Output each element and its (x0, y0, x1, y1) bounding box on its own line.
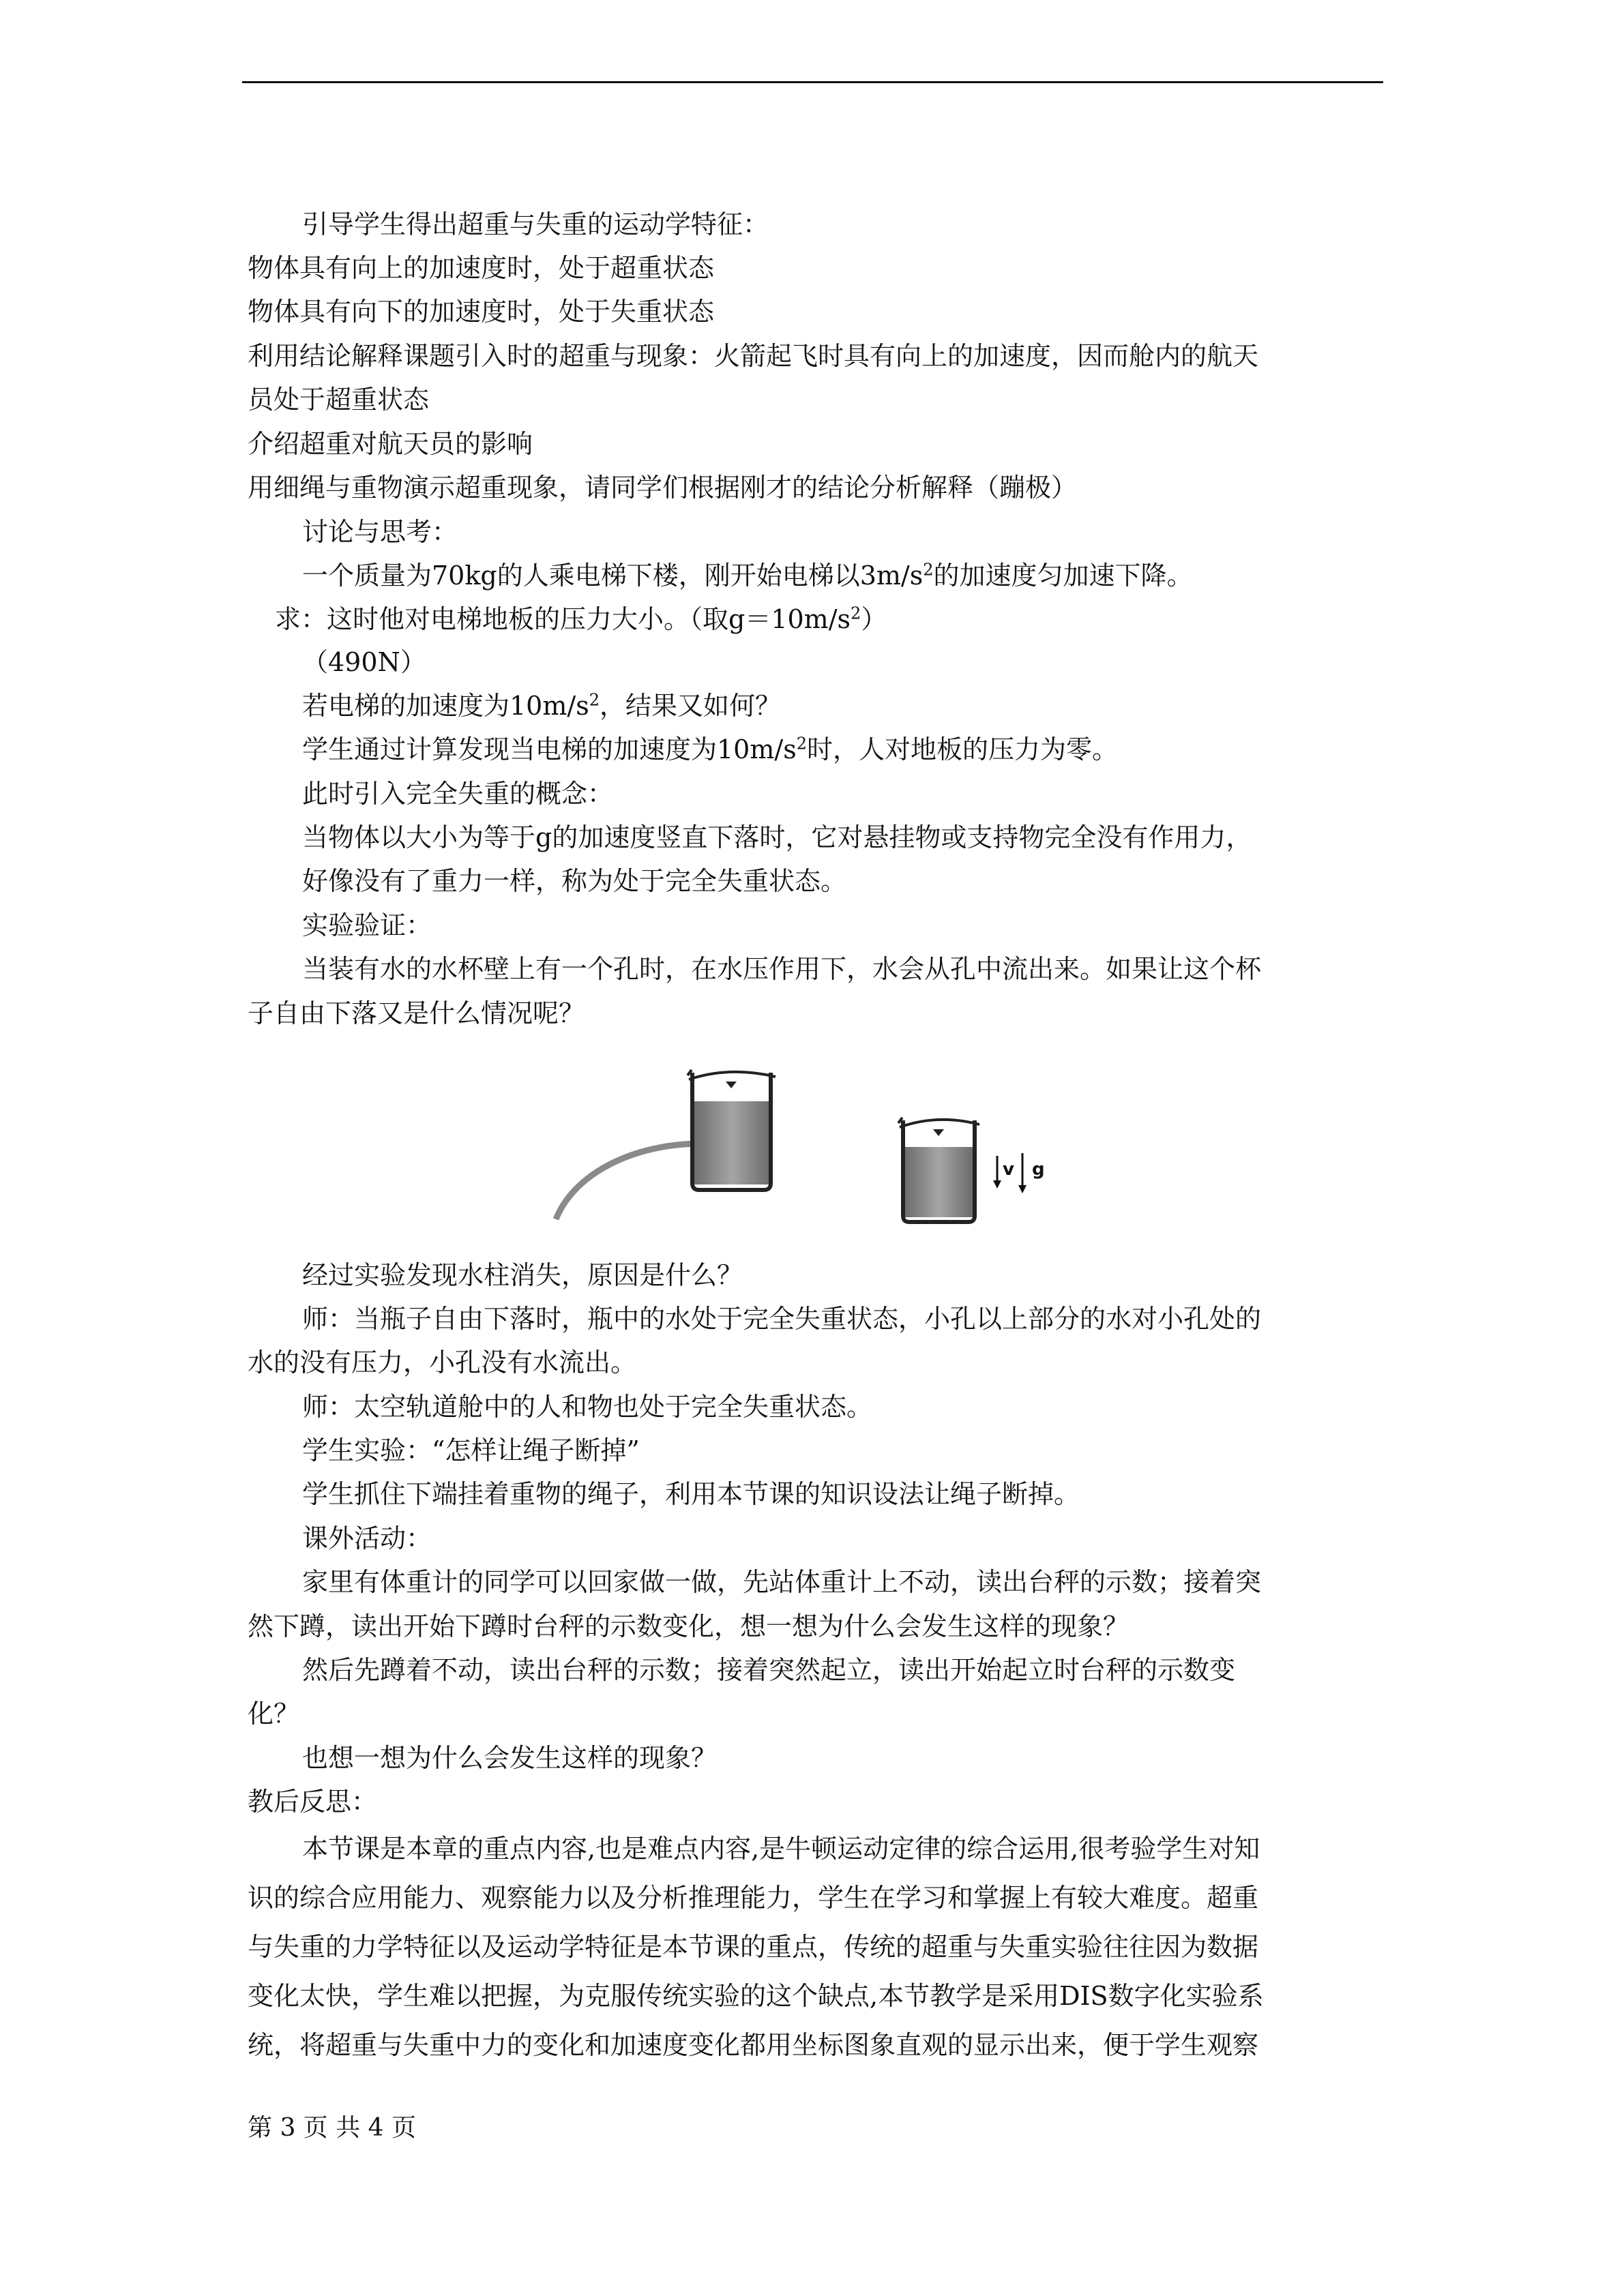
text-span: 求：这时他对电梯地板的压力大小。（取g＝10m/s (275, 604, 851, 634)
text-line: 物体具有向上的加速度时，处于超重状态 (248, 253, 715, 283)
text-line: 利用结论解释课题引入时的超重与现象：火箭起飞时具有向上的加速度，因而舱内的航天 (248, 341, 1259, 371)
text-line: 讨论与思考： (302, 517, 458, 547)
text-span: ） (861, 604, 887, 634)
text-line: 教后反思： (248, 1787, 378, 1817)
text-line: 然后先蹲着不动，读出台秤的示数；接着突然起立，读出开始起立时台秤的示数变 (302, 1655, 1236, 1685)
text-line (302, 689, 781, 722)
header-rule (242, 81, 1383, 83)
gravity-arrow (1018, 1153, 1027, 1193)
text-span: 学生通过计算发现当电梯的加速度为10m/s (302, 734, 797, 764)
text-line: 水的没有压力，小孔没有水流出。 (248, 1347, 637, 1377)
text-line (302, 733, 1118, 766)
text-line: 化？ (248, 1699, 300, 1729)
text-line: 此时引入完全失重的概念： (302, 779, 614, 809)
beaker-figure (546, 1060, 1091, 1234)
text-line: 物体具有向下的加速度时，处于失重状态 (248, 297, 715, 327)
beaker-leaking (688, 1070, 776, 1190)
text-line: 介绍超重对航天员的影响 (248, 429, 533, 459)
text-line: 也想一想为什么会发生这样的现象？ (302, 1743, 718, 1773)
superscript: 2 (796, 734, 807, 754)
gravity-label: g (1032, 1159, 1045, 1180)
text-line: 变化太快，学生难以把握，为克服传统实验的这个缺点,本节教学是采用DIS数字化实验系 (248, 1981, 1264, 2011)
text-line: 然下蹲，读出开始下蹲时台秤的示数变化，想一想为什么会发生这样的现象？ (248, 1611, 1130, 1641)
velocity-arrow (993, 1156, 1001, 1189)
text-line: 师：当瓶子自由下落时，瓶中的水处于完全失重状态，小孔以上部分的水对小孔处的 (302, 1304, 1262, 1334)
text-line: 课外活动： (302, 1523, 432, 1553)
text-line: 与失重的力学特征以及运动学特征是本节课的重点，传统的超重与失重实验往往因为数据 (248, 1932, 1259, 1962)
text-line: 好像没有了重力一样，称为处于完全失重状态。 (302, 866, 847, 896)
water-jet (556, 1144, 696, 1219)
superscript: 2 (589, 690, 600, 710)
text-line: 实验验证： (302, 910, 432, 940)
text-line: 本节课是本章的重点内容,也是难点内容,是牛顿运动定律的综合运用,很考验学生对知 (302, 1834, 1260, 1864)
text-line: 学生抓住下端挂着重物的绳子，利用本节课的知识设法让绳子断掉。 (302, 1479, 1080, 1509)
text-line: 家里有体重计的同学可以回家做一做，先站体重计上不动，读出台秤的示数；接着突 (302, 1567, 1262, 1597)
superscript: 2 (923, 560, 934, 580)
text-span: ，结果又如何？ (599, 691, 781, 721)
text-line: 用细绳与重物演示超重现象，请同学们根据刚才的结论分析解释（蹦极） (248, 473, 1078, 503)
text-line (275, 603, 887, 636)
text-line: 引导学生得出超重与失重的运动学特征： (302, 209, 769, 239)
text-span: 一个质量为70kg的人乘电梯下楼，刚开始电梯以3m/s (302, 561, 924, 591)
text-line (302, 559, 1193, 592)
text-line: 师：太空轨道舱中的人和物也处于完全失重状态。 (302, 1392, 873, 1422)
text-span: 时，人对地板的压力为零。 (806, 734, 1118, 764)
text-span: 若电梯的加速度为10m/s (302, 691, 589, 721)
page-footer: 第 3 页 共 4 页 (248, 2114, 417, 2142)
text-line: 学生实验：“怎样让绳子断掉” (302, 1435, 640, 1465)
superscript: 2 (851, 603, 861, 623)
text-line: 子自由下落又是什么情况呢？ (248, 998, 585, 1028)
text-line: 当装有水的水杯壁上有一个孔时，在水压作用下，水会从孔中流出来。如果让这个杯 (302, 954, 1262, 984)
text-line: 经过实验发现水柱消失，原因是什么？ (302, 1260, 743, 1290)
text-line: 员处于超重状态 (248, 385, 430, 415)
text-line: 统，将超重与失重中力的变化和加速度变化都用坐标图象直观的显示出来，便于学生观察 (248, 2030, 1259, 2060)
text-line: 识的综合应用能力、观察能力以及分析推理能力，学生在学习和掌握上有较大难度。超重 (248, 1883, 1259, 1913)
beaker-falling (898, 1118, 979, 1222)
text-span: 的加速度匀加速下降。 (933, 561, 1193, 591)
velocity-label: v (1003, 1159, 1014, 1180)
text-line: （490N） (302, 647, 426, 677)
text-line: 当物体以大小为等于g的加速度竖直下落时，它对悬挂物或支持物完全没有作用力， (302, 822, 1252, 852)
